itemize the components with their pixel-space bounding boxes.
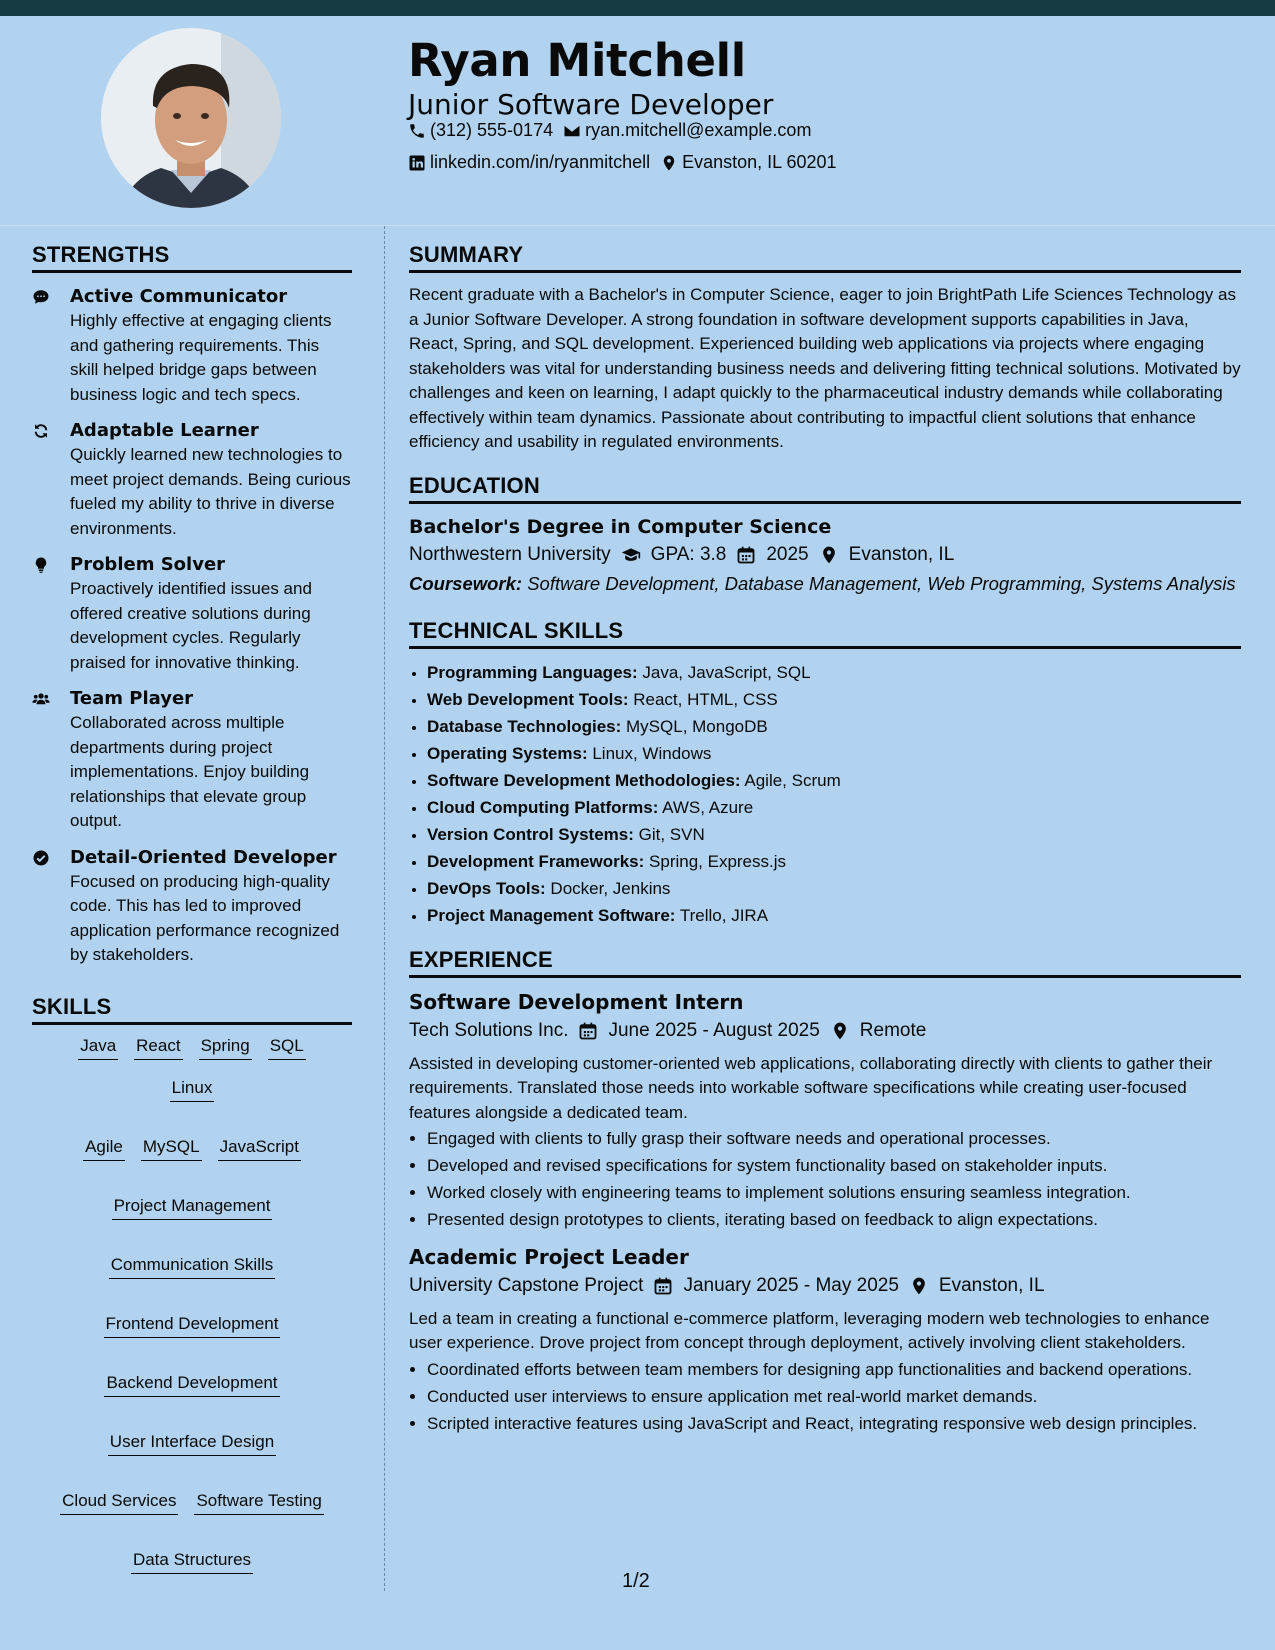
- linkedin-icon: [408, 154, 426, 172]
- strength-item: [32, 285, 352, 407]
- list-item: [427, 659, 1241, 686]
- strength-item: [32, 553, 352, 675]
- strength-title: Active Communicator: [70, 286, 288, 307]
- school-name: Northwestern University: [409, 543, 611, 565]
- list-item: • Developed and revised specifications for system functionality based on stakeholder inputs.: [427, 1154, 1241, 1179]
- map-marker-icon: [660, 154, 678, 172]
- candidate-title: Junior Software Developer: [408, 88, 774, 121]
- tech-skill-label: Operating Systems:: [427, 743, 588, 763]
- job-description: Assisted in developing customer-oriented web applications, collaborating directly with clients to gather their requirements. Translated those needs into workable software specifications while creating user-focused features alongside a dedicated team.: [409, 1053, 1213, 1122]
- tech-skill-value: Docker, Jenkins: [545, 878, 671, 898]
- calendar-icon: [736, 545, 756, 565]
- job-bullets: [409, 1358, 1241, 1437]
- list-item: [427, 740, 1241, 767]
- tech-skill-value: Trello, JIRA: [675, 905, 769, 925]
- skill-tag: Linux: [170, 1077, 215, 1102]
- strength-title: Problem Solver: [70, 554, 226, 575]
- job-meta: [409, 1016, 1241, 1046]
- skill-tag: Project Management: [112, 1195, 273, 1220]
- top-bar: [0, 0, 1275, 16]
- column-divider: [384, 226, 385, 1591]
- job-location: Remote: [859, 1019, 927, 1041]
- skill-tag: Agile: [83, 1136, 125, 1161]
- comment-icon: [32, 288, 50, 306]
- education-heading: EDUCATION: [409, 473, 1241, 504]
- skill-tag: Data Structures: [131, 1549, 253, 1574]
- map-marker-icon: [909, 1276, 929, 1296]
- users-icon: [32, 690, 50, 708]
- tech-skill-value: Spring, Express.js: [644, 851, 787, 871]
- list-item: [427, 875, 1241, 902]
- strength-item: [32, 687, 352, 834]
- tech-skill-value: AWS, Azure: [658, 797, 754, 817]
- company-name: University Capstone Project: [409, 1274, 644, 1296]
- technical-skills-list: [409, 659, 1241, 929]
- page-number: 1/2: [622, 1570, 650, 1592]
- list-item: [427, 821, 1241, 848]
- company-name: Tech Solutions Inc.: [409, 1019, 569, 1041]
- calendar-icon: [653, 1276, 673, 1296]
- list-item: [427, 902, 1241, 929]
- job-location: Evanston, IL: [938, 1274, 1045, 1296]
- coursework: [409, 572, 1241, 596]
- tech-skill-label: Web Development Tools:: [427, 689, 629, 709]
- skills-list: [32, 1035, 352, 1574]
- linkedin-text: linkedin.com/in/ryanmitchell: [430, 152, 651, 172]
- tech-skill-value: Linux, Windows: [587, 743, 712, 763]
- tech-skill-label: Programming Languages:: [427, 662, 638, 682]
- tech-skill-value: Agile, Scrum: [740, 770, 841, 790]
- strength-title: Adaptable Learner: [70, 420, 259, 441]
- skill-tag: SQL: [268, 1035, 306, 1060]
- strength-desc: Highly effective at engaging clients and gathering requirements. This skill helped bridge gaps between business logic and tech specs.: [70, 311, 332, 404]
- strength-item: [32, 419, 352, 541]
- job-bullets: [409, 1127, 1241, 1233]
- job-entry: [409, 988, 1241, 1233]
- skill-tag: User Interface Design: [108, 1431, 276, 1456]
- skill-tag: Communication Skills: [109, 1254, 276, 1279]
- tech-skill-label: Database Technologies:: [427, 716, 622, 736]
- list-item: [427, 767, 1241, 794]
- skill-tag: Java: [78, 1035, 118, 1060]
- tech-skill-label: Software Development Methodologies:: [427, 770, 741, 790]
- job-dates: June 2025 - August 2025: [608, 1019, 820, 1041]
- job-entry: [409, 1243, 1241, 1437]
- list-item: • Presented design prototypes to clients, iterating based on feedback to align expectations.: [427, 1208, 1241, 1233]
- tech-skill-label: Version Control Systems:: [427, 824, 634, 844]
- resume-header: [0, 16, 1275, 226]
- list-item: [427, 686, 1241, 713]
- job-title: Software Development Intern: [409, 989, 744, 1014]
- sync-icon: [32, 422, 50, 440]
- job-dates: January 2025 - May 2025: [683, 1274, 899, 1296]
- strength-desc: Quickly learned new technologies to meet project demands. Being curious fueled my ability to thrive in diverse environments.: [70, 445, 351, 538]
- tech-skill-value: Java, JavaScript, SQL: [637, 662, 811, 682]
- email-contact[interactable]: [563, 120, 811, 141]
- skill-tag: JavaScript: [218, 1136, 301, 1161]
- linkedin-contact[interactable]: [408, 152, 650, 173]
- left-column: [32, 242, 352, 1574]
- list-item: [427, 713, 1241, 740]
- skill-tag: MySQL: [141, 1136, 202, 1161]
- tech-skill-value: React, HTML, CSS: [628, 689, 778, 709]
- skill-tag: Frontend Development: [104, 1313, 281, 1338]
- coursework-label: Coursework:: [409, 572, 523, 594]
- tech-skill-label: DevOps Tools:: [427, 878, 546, 898]
- degree-title: Bachelor's Degree in Computer Science: [409, 515, 832, 538]
- map-marker-icon: [830, 1021, 850, 1041]
- skills-heading: SKILLS: [32, 994, 352, 1025]
- tech-skill-label: Development Frameworks:: [427, 851, 645, 871]
- education-location: Evanston, IL: [848, 543, 955, 565]
- gpa-text: GPA: 3.8: [650, 543, 727, 565]
- map-marker-icon: [819, 545, 839, 565]
- summary-text: Recent graduate with a Bachelor's in Computer Science, eager to join BrightPath Life Sciences Technology as a Junior Software Developer. A strong foundation in software development supports capabilities in Java, React, Spring, and SQL development. Experienced building web applications via projects where engaging stakeholders was vital for understanding business needs and delivering fitting technical solutions. Motivated by challenges and keen on learning, I adapt quickly to the pharmaceutical industry demands while collaborating effectively within team dynamics. Passionate about contributing to impactful client solutions that enhance efficiency and usability in regulated environments.: [409, 285, 1241, 451]
- tech-skill-value: MySQL, MongoDB: [621, 716, 768, 736]
- calendar-icon: [578, 1021, 598, 1041]
- list-item: • Coordinated efforts between team members for designing app functionalities and backend operations.: [427, 1358, 1241, 1383]
- phone-text: (312) 555-0174: [430, 120, 554, 140]
- check-circle-icon: [32, 849, 50, 867]
- experience-heading: EXPERIENCE: [409, 947, 1241, 978]
- tech-skill-label: Cloud Computing Platforms:: [427, 797, 659, 817]
- skill-tag: React: [134, 1035, 182, 1060]
- education-meta: [409, 540, 1241, 570]
- tech-skill-label: Project Management Software:: [427, 905, 676, 925]
- location-contact: [660, 152, 836, 173]
- location-text: Evanston, IL 60201: [682, 152, 837, 172]
- contact-row-1: [408, 120, 811, 141]
- skill-tag: Backend Development: [104, 1372, 279, 1397]
- email-text: ryan.mitchell@example.com: [585, 120, 812, 140]
- right-column: [409, 242, 1241, 1446]
- skill-tag: Software Testing: [194, 1490, 323, 1515]
- job-description: Led a team in creating a functional e-commerce platform, leveraging modern web technologies to enhance user experience. Drove project from concept through deployment, actively involving client stakeholders.: [409, 1308, 1210, 1352]
- strength-desc: Collaborated across multiple departments during project implementations. Enjoy building relationships that elevate group output.: [70, 713, 310, 830]
- list-item: • Conducted user interviews to ensure application met real-world market demands.: [427, 1385, 1241, 1410]
- graduation-year: 2025: [766, 543, 809, 565]
- strength-desc: Proactively identified issues and offered creative solutions during development cycles. Regularly praised for innovative thinking.: [70, 579, 312, 672]
- list-item: • Engaged with clients to fully grasp their software needs and operational processes.: [427, 1127, 1241, 1152]
- envelope-icon: [563, 122, 581, 140]
- skill-tag: Cloud Services: [60, 1490, 178, 1515]
- tech-skill-value: Git, SVN: [633, 824, 705, 844]
- list-item: [427, 848, 1241, 875]
- strengths-heading: STRENGTHS: [32, 242, 352, 273]
- profile-photo: [101, 28, 281, 208]
- strength-desc: Focused on producing high-quality code. This has led to improved application performance recognized by stakeholders.: [70, 871, 340, 964]
- technical-skills-heading: TECHNICAL SKILLS: [409, 618, 1241, 649]
- coursework-text: Software Development, Database Management, Web Programming, Systems Analysis: [522, 572, 1236, 594]
- skill-tag: Spring: [199, 1035, 252, 1060]
- list-item: • Worked closely with engineering teams to implement solutions ensuring seamless integration.: [427, 1181, 1241, 1206]
- list-item: • Scripted interactive features using JavaScript and React, integrating responsive web design principles.: [427, 1412, 1241, 1437]
- candidate-name: Ryan Mitchell: [408, 34, 746, 87]
- strength-title: Team Player: [70, 688, 194, 709]
- graduation-cap-icon: [621, 545, 641, 565]
- phone-icon: [408, 122, 426, 140]
- strength-item: [32, 846, 352, 968]
- phone-contact[interactable]: [408, 120, 553, 141]
- strength-title: Detail-Oriented Developer: [70, 846, 337, 868]
- summary-heading: SUMMARY: [409, 242, 1241, 273]
- lightbulb-icon: [32, 556, 50, 574]
- job-title: Academic Project Leader: [409, 1244, 689, 1269]
- list-item: [427, 794, 1241, 821]
- strengths-list: [32, 285, 352, 968]
- contact-row-2: [408, 152, 837, 173]
- job-meta: [409, 1271, 1241, 1301]
